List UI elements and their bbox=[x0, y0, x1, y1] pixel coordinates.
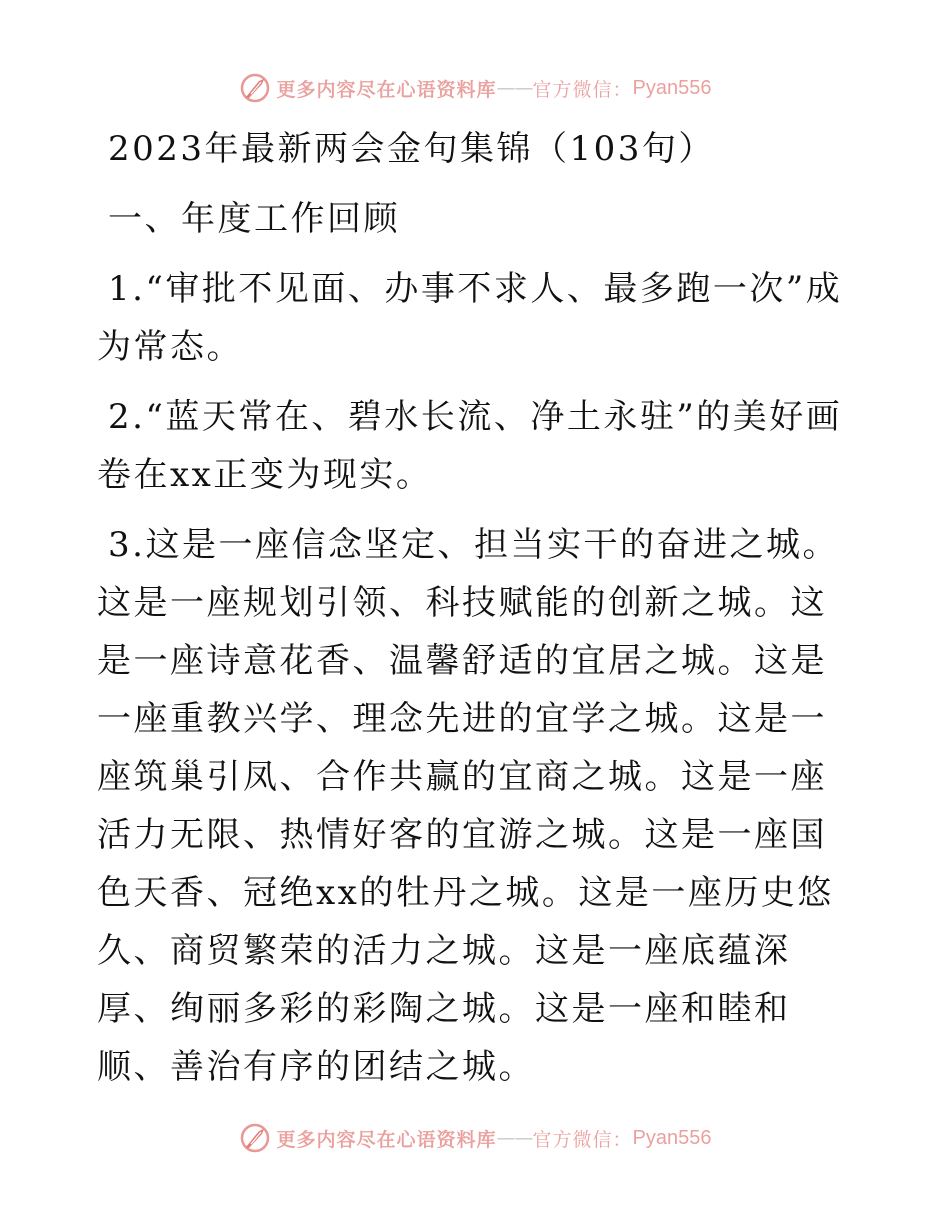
banner-wechat-label: 官方微信： bbox=[532, 1128, 633, 1151]
document-body bbox=[97, 120, 857, 1096]
list-item: 2.“蓝天常在、碧水长流、净土永驻”的美好画卷在xx正变为现实。 bbox=[97, 397, 843, 495]
banner-dash: —— bbox=[496, 1127, 533, 1149]
list-item: 1.“审批不见面、办事不求人、最多跑一次”成为常态。 bbox=[97, 269, 843, 367]
banner-main-text: 更多内容尽在心语资料库 bbox=[276, 78, 497, 101]
footer-watermark-banner bbox=[0, 1122, 950, 1154]
list-item: 3.这是一座信念坚定、担当实干的奋进之城。这是一座规划引领、科技赋能的创新之城。这是一座诗意花香、温馨舒适的宜居之城。这是一座重教兴学、理念先进的宜学之城。这是一座筑巢引凤、合作共赢的宜商之城。这是一座活力无限、热情好客的宜游之城。这是一座国色天香、冠绝xx的牡丹之城。这是一座历史悠久、商贸繁荣的活力之城。这是一座底蕴深厚、绚丽多彩的彩陶之城。这是一座和睦和顺、善治有序的团结之城。 bbox=[97, 525, 839, 1087]
banner-dash: —— bbox=[496, 77, 533, 99]
banner-wechat-id: Pyan556 bbox=[632, 1126, 712, 1149]
quill-logo-icon bbox=[239, 1122, 271, 1154]
section-heading: 一、年度工作回顾 bbox=[108, 199, 400, 239]
document-title: 2023年最新两会金句集锦（103句） bbox=[108, 129, 715, 169]
banner-wechat-id: Pyan556 bbox=[632, 76, 712, 99]
banner-wechat-label: 官方微信： bbox=[532, 78, 633, 101]
header-watermark-banner bbox=[0, 72, 950, 104]
banner-main-text: 更多内容尽在心语资料库 bbox=[276, 1128, 497, 1151]
quill-logo-icon bbox=[239, 72, 271, 104]
